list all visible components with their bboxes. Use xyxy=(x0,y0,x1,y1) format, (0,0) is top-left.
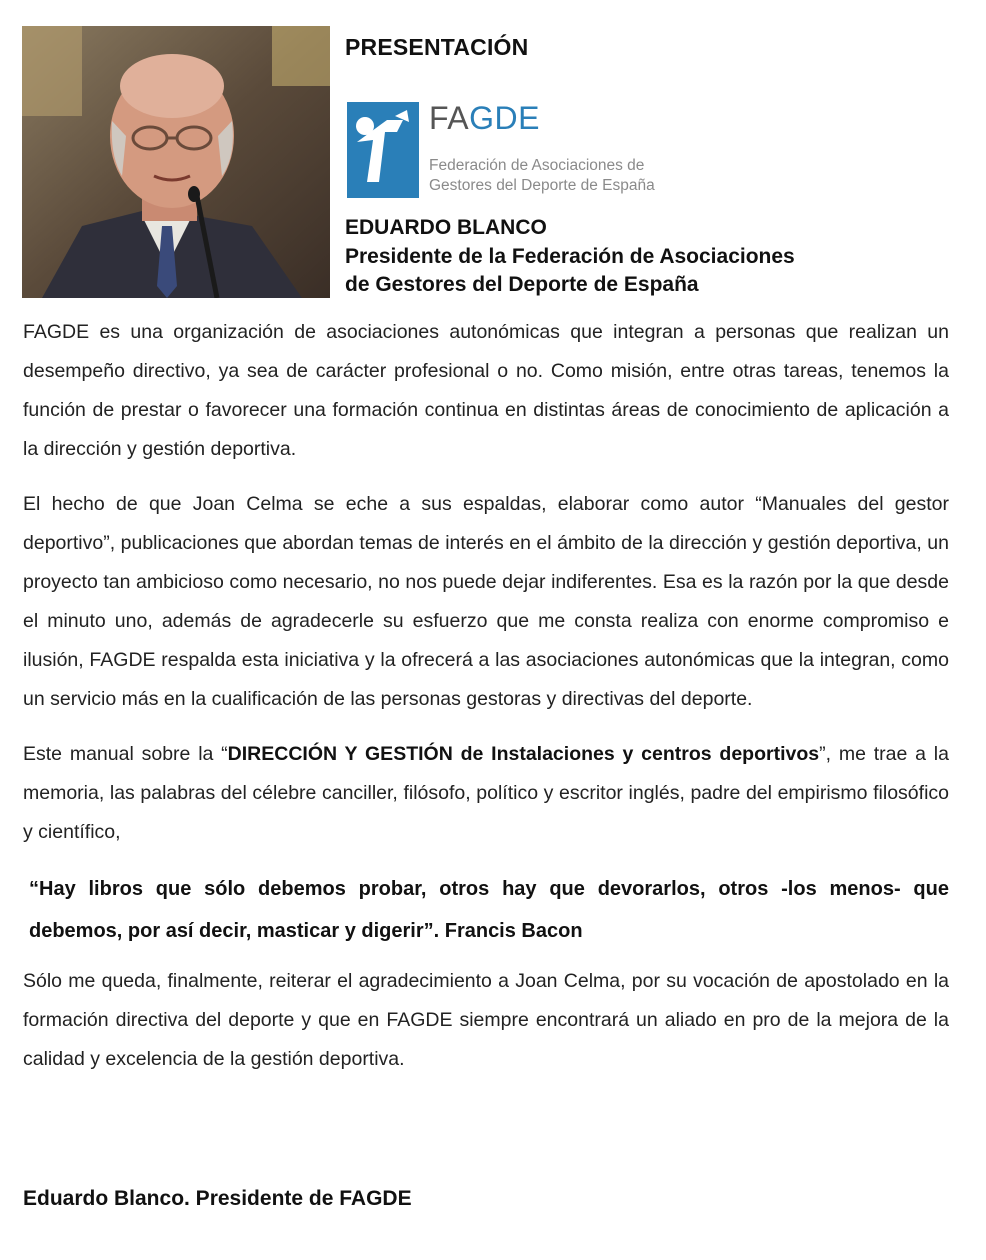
logo-line-2: Gestores del Deporte de España xyxy=(429,177,655,194)
acronym-gde: GDE xyxy=(469,100,540,136)
paragraph-4: Sólo me queda, finalmente, reiterar el agradecimiento a Joan Celma, por su vocación de apostolado en la formación directiva del deporte y que en FAGDE siempre encontrará un aliado en pro de la mejora de la calidad y excelencia de la gestión deportiva. xyxy=(23,970,949,1070)
author-photo xyxy=(22,26,330,298)
paragraph-3-intro: Este manual sobre la “ xyxy=(23,743,228,765)
quote-text: “Hay libros que sólo debemos probar, otros hay que devorarlos, otros -los menos- que debemos, por así decir, masticar y digerir”. Francis Bacon xyxy=(29,878,949,942)
header xyxy=(345,30,965,64)
author-role-line-1: Presidente de la Federación de Asociaciones xyxy=(345,244,795,268)
author-name: EDUARDO BLANCO xyxy=(345,216,547,239)
fagde-logo-icon xyxy=(347,102,419,198)
author-role-line-2: de Gestores del Deporte de España xyxy=(345,273,699,296)
bacon-quote xyxy=(23,868,949,952)
paragraph-2: El hecho de que Joan Celma se eche a sus espaldas, elaborar como autor “Manuales del gestor deportivo”, publicaciones que abordan temas de interés en el ámbito de la dirección y gestión deportiva, un proyecto tan ambicioso como necesario, no nos puede dejar indiferentes. Esa es la razón por la que desde el minuto uno, además de agradecerle su esfuerzo que me consta realiza con enorme compromiso e ilusión, FAGDE respalda esta iniciativa y la ofrecerá a las asociaciones autonómicas que la integran, como un servicio más en la cualificación de las personas gestoras y directivas del deporte. xyxy=(23,493,949,710)
section-title: PRESENTACIÓN xyxy=(345,34,529,60)
body-text xyxy=(23,313,949,1095)
fagde-logo xyxy=(347,102,727,202)
paragraph-3-rest: ”, me trae a la memoria, las palabras del célebre canciller, filósofo, político y escritor inglés, padre del empirismo filosófico y científico, xyxy=(23,743,949,843)
fagde-full-name xyxy=(429,156,655,196)
paragraph-1: FAGDE es una organización de asociaciones autonómicas que integran a personas que realizan un desempeño directivo, ya sea de carácter profesional o no. Como misión, entre otras tareas, tenemos la función de prestar o favorecer una formación continua en distintas áreas de conocimiento de aplicación a la dirección y gestión deportiva. xyxy=(23,321,949,460)
manual-title: DIRECCIÓN Y GESTIÓN de Instalaciones y centros deportivos xyxy=(227,743,820,765)
fagde-acronym xyxy=(429,100,540,137)
author-heading xyxy=(345,214,965,300)
paragraph-3 xyxy=(23,735,949,852)
logo-line-1: Federación de Asociaciones de xyxy=(429,157,645,174)
acronym-fa: FA xyxy=(429,100,470,136)
signature: Eduardo Blanco. Presidente de FAGDE xyxy=(23,1187,412,1210)
